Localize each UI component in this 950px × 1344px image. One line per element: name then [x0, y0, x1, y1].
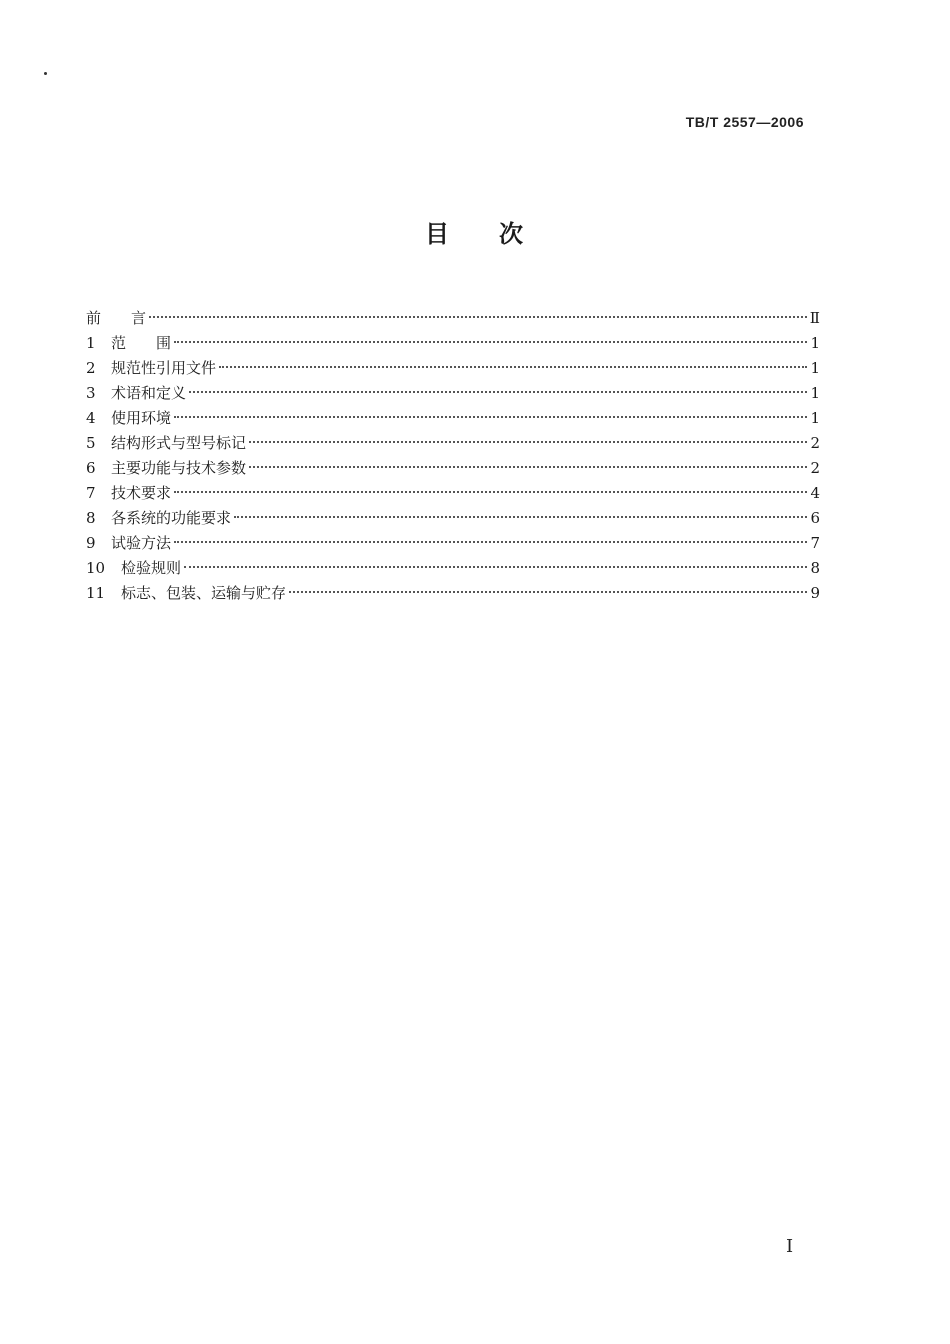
- toc-entry-2[interactable]: [86, 356, 820, 381]
- dot-leader: [234, 516, 807, 518]
- toc-entry-number: 5: [86, 434, 96, 452]
- dot-leader: [149, 316, 807, 318]
- toc-entry-page: 1: [810, 409, 820, 427]
- dot-leader: [219, 366, 807, 368]
- toc-entry-number: 10: [86, 559, 106, 577]
- toc-entry-page: 2: [810, 459, 820, 477]
- dot-leader: [174, 541, 807, 543]
- dot-leader: [174, 341, 807, 343]
- toc-entry-page: 4: [810, 484, 820, 502]
- toc-entry-label: 标志、包装、运输与贮存: [121, 584, 287, 602]
- toc-entry-number: 4: [86, 409, 96, 427]
- toc-entry-label: 范 围: [111, 334, 172, 352]
- dot-leader: [289, 591, 807, 593]
- toc-entry-label: 规范性引用文件: [111, 359, 217, 377]
- toc-entry-number: 3: [86, 384, 96, 402]
- toc-entry-number: 9: [86, 534, 96, 552]
- toc-entry-5[interactable]: [86, 431, 820, 456]
- dot-leader: [249, 466, 807, 468]
- dot-leader: [249, 441, 807, 443]
- toc-entry-1[interactable]: [86, 331, 820, 356]
- toc-entry-label: 主要功能与技术参数: [111, 459, 247, 477]
- toc-entry-foreword[interactable]: [86, 306, 820, 331]
- toc-entry-label: 各系统的功能要求: [111, 509, 232, 527]
- page-number: I: [786, 1236, 794, 1257]
- toc-entry-9[interactable]: [86, 531, 820, 556]
- scan-speck: [44, 72, 47, 75]
- toc-entry-number: 8: [86, 509, 96, 527]
- toc-entry-label: 术语和定义: [111, 384, 187, 402]
- toc-entry-number: 7: [86, 484, 96, 502]
- dot-leader: [189, 391, 807, 393]
- toc-entry-label: 技术要求: [111, 484, 172, 502]
- table-of-contents: [86, 306, 820, 606]
- toc-entry-page: 2: [810, 434, 820, 452]
- document-code: TB/T 2557—2006: [685, 114, 804, 130]
- toc-entry-page: 1: [810, 384, 820, 402]
- dot-leader: [174, 491, 807, 493]
- dot-leader: [174, 416, 807, 418]
- toc-entry-label: 试验方法: [111, 534, 172, 552]
- toc-entry-8[interactable]: [86, 506, 820, 531]
- toc-entry-number: 1: [86, 334, 96, 352]
- toc-title-char-1: 目: [425, 220, 451, 248]
- toc-entry-page: 1: [810, 334, 820, 352]
- toc-entry-6[interactable]: [86, 456, 820, 481]
- toc-entry-page: 1: [810, 359, 820, 377]
- toc-entry-4[interactable]: [86, 406, 820, 431]
- toc-entry-7[interactable]: [86, 481, 820, 506]
- toc-entry-10[interactable]: [86, 556, 820, 581]
- toc-entry-page: Ⅱ: [809, 309, 820, 327]
- toc-entry-label: 检验规则: [121, 559, 182, 577]
- toc-title: [0, 214, 950, 249]
- toc-entry-page: 9: [810, 584, 820, 602]
- toc-entry-label: 结构形式与型号标记: [111, 434, 247, 452]
- toc-entry-number: 11: [86, 584, 106, 602]
- toc-entry-number: 6: [86, 459, 96, 477]
- toc-entry-label: 使用环境: [111, 409, 172, 427]
- toc-entry-page: 7: [810, 534, 820, 552]
- toc-entry-3[interactable]: [86, 381, 820, 406]
- toc-entry-page: 8: [810, 559, 820, 577]
- toc-entry-number: 2: [86, 359, 96, 377]
- dot-leader: [184, 566, 807, 568]
- toc-entry-page: 6: [810, 509, 820, 527]
- toc-entry-label: 前 言: [86, 309, 147, 327]
- toc-title-char-2: 次: [499, 220, 525, 248]
- toc-entry-11[interactable]: [86, 581, 820, 606]
